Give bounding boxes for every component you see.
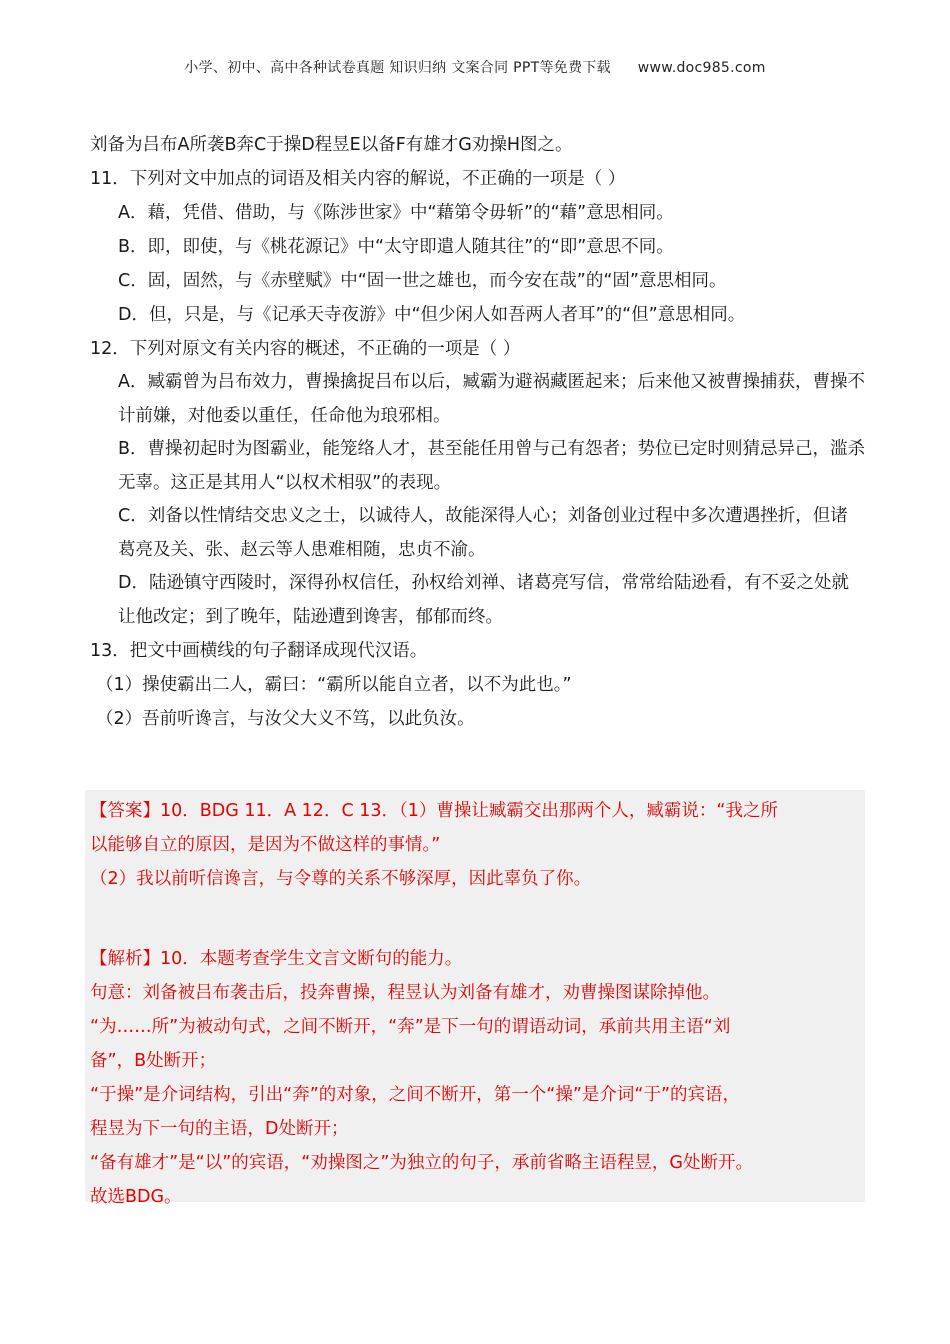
analysis-line: 故选BDG。 [90, 1187, 182, 1207]
answer-line-3: （2）我以前听信谗言，与令尊的关系不够深厚，因此辜负了你。 [90, 869, 592, 889]
q12-option-d: D．陆逊镇守西陵时，深得孙权信任，孙权给刘禅、诸葛亮写信，常常给陆逊看，有不妥之处就让他改定；到了晚年，陆逊遭到谗害，郁郁而终。 [118, 573, 849, 627]
answer-line-2: 以能够自立的原因，是因为不做这样的事情。” [90, 835, 441, 855]
q12-option-a: A．臧霸曾为吕布效力，曹操擒捉吕布以后，臧霸为避祸藏匿起来；后来他又被曹操捕获，曹操不计前嫌，对他委以重任，任命他为琅邪相。 [118, 372, 865, 426]
page-header [0, 57, 950, 77]
q13-item-2: （2）吾前听谗言，与汝父大义不笃，以此负汝。 [96, 709, 475, 729]
q12-option-c: C．刘备以性情结交忠义之士，以诚待人，故能深得人心；刘备创业过程中多次遭遇挫折，但诸葛亮及关、张、赵云等人患难相随，忠贞不渝。 [118, 506, 848, 560]
analysis-line: “备有雄才”是“以”的宾语，“劝操图之”为独立的句子，承前省略主语程昱，G处断开。 [90, 1153, 753, 1173]
header-site-link[interactable]: www.doc985.com [637, 60, 766, 76]
answer-analysis-box [85, 790, 865, 1207]
analysis-line: 程昱为下一句的主语，D处断开； [90, 1119, 349, 1139]
q11-option-c: C．固，固然，与《赤壁赋》中“固一世之雄也，而今安在哉”的“固”意思相同。 [118, 271, 727, 291]
answer-line-1: 【答案】10．BDG 11．A 12．C 13．（1）曹操让臧霸交出那两个人，臧霸说：“我之所 [90, 801, 778, 821]
analysis-line: 句意：刘备被吕布袭击后，投奔曹操，程昱认为刘备有雄才，劝曹操图谋除掉他。 [90, 983, 720, 1003]
q11-option-a: A．藉，凭借、借助，与《陈涉世家》中“藉第令毋斩”的“藉”意思相同。 [118, 203, 674, 223]
header-text: 小学、初中、高中各种试卷真题 知识归纳 文案合同 PPT等免费下载 [184, 60, 611, 76]
analysis-line: 【解析】10．本题考查学生文言文断句的能力。 [90, 949, 463, 969]
q12-stem: 12．下列对原文有关内容的概述，不正确的一项是（ ） [90, 339, 521, 359]
q11-option-d: D．但，只是，与《记承天寺夜游》中“但少闲人如吾两人者耳”的“但”意思相同。 [118, 305, 746, 325]
q12-option-b: B．曹操初起时为图霸业，能笼络人才，甚至能任用曾与己有怨者；势位已定时则猜忌异己，滥杀无辜。这正是其用人“以权术相驭”的表现。 [118, 439, 866, 493]
q11-stem: 11．下列对文中加点的词语及相关内容的解说，不正确的一项是（ ） [90, 169, 626, 189]
q13-item-1: （1）操使霸出二人，霸曰：“霸所以能自立者，以不为此也。” [96, 675, 572, 695]
q13-stem: 13．把文中画横线的句子翻译成现代汉语。 [90, 641, 428, 661]
analysis-line: “为……所”为被动句式，之间不断开，“奔”是下一句的谓语动词，承前共用主语“刘 [90, 1017, 731, 1037]
q11-option-b: B．即，即使，与《桃花源记》中“太守即遣人随其往”的“即”意思不同。 [118, 237, 674, 257]
analysis-line: 备”，B处断开； [90, 1051, 217, 1071]
analysis-line: “于操”是介词结构，引出“奔”的对象，之间不断开，第一个“操”是介词“于”的宾语， [90, 1085, 741, 1105]
passage-line: 刘备为吕布A所袭B奔C于操D程昱E以备F有雄才G劝操H图之。 [90, 135, 573, 155]
question-content [90, 128, 865, 736]
